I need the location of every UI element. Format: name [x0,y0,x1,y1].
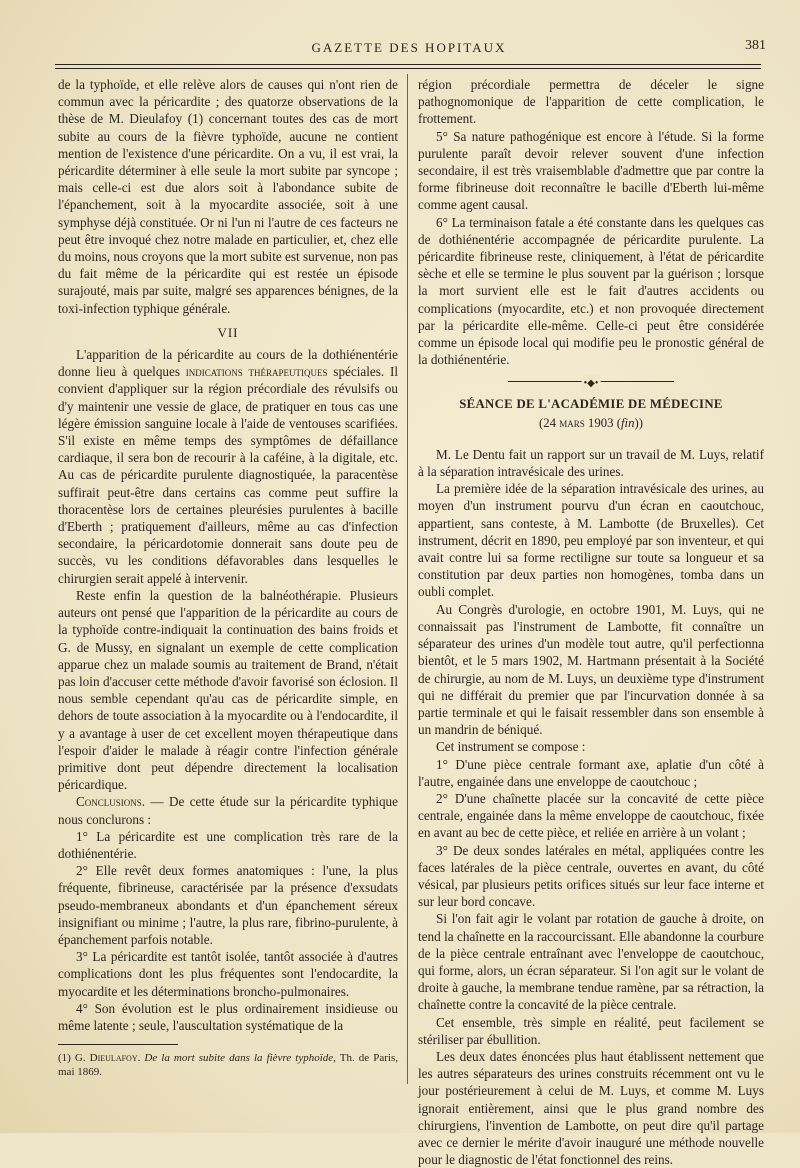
month: mars [559,415,585,430]
paragraph: Les deux dates énoncées plus haut établissent nettement que les autres séparateurs des urines construits récemment ont vu le jour postérieurement à celui de M. Luys, et comme M. Luys ignorait entièrement, ainsi que le plus grand nombre des chirurgiens, l'invention de Lambotte, on peut dire qu'il partage avec ce dernier le mérite d'avoir inauguré une méthode nouvelle pour le diagnostic de l'état fonctionnel des reins. [418,1048,764,1168]
separator-ornament: •◆• [582,375,601,392]
right-column [418,76,764,1168]
list-item: 3° De deux sondes latérales en métal, appliquées contre les faces latérales de la pièce centrale, ouvertes en avant, du côté vésical, par plusieurs petits orifices situés sur leur face interne et sur leur bord concave. [418,842,764,910]
small-caps-run: indications thérapeutiques [185,364,328,380]
text-run: L'apparition de la péricardite au cours de la dothiénentérie donne lieu à quelques [58,347,398,380]
conclusions-label: Conclusions. [76,794,146,810]
paragraph: Si l'on fait agir le volant par rotation de gauche à droite, on tend la chaînette en la raccourcissant. Elle abandonne la courbure de la pièce centrale entraînant avec l'enveloppe de caoutchouc, qui forme, alors, un écran séparateur. Si l'on agit sur le volant de droite à gauche, la membrane tendue ramène, par sa rétraction, la chaînette contre la concavité de la pièce centrale. [418,911,764,1013]
left-column [58,76,398,1079]
fin-label: fin [621,415,635,430]
paragraph: M. Le Dentu fait un rapport sur un travail de M. Luys, relatif à la séparation intravésicale des urines. [418,446,764,480]
conclusion-item: 3° La péricardite est tantôt isolée, tantôt associée à d'autres complications dont les plus fréquentes sont l'endocardite, la myocardite et les déterminations broncho-pulmonaires. [58,949,398,999]
paragraph: région précordiale permettra de déceler le signe pathognomonique de l'apparition de cette complication, le frottement. [418,77,764,127]
conclusion-item: 1° La péricardite est une complication très rare de la dothiénentérie. [58,828,398,861]
article-date [418,415,764,432]
text-run: spéciales. Il convient d'appliquer sur la région précordiale des révulsifs ou d'y maintenir une vessie de glace, de pratiquer en tous cas une légère émission sanguine locale à l'aide de ventouses scarifiées. S'il existe en même temps des symptômes de défaillance cardiaque, il sera bon de recourir à la caféine, à la digitale, etc. Au cas de péricardite purulente diagnostiquée, la paracentèse suffirait peut-être dans certains cas comme peut suffire la thoracentèse lors de certaines pleurésies purulentes à bacille d'Eberth ; pratiquement d'ailleurs, même au cas d'infection secondaire, la péricardotomie donnerait sans doute peu de succès, vu les conditions défavorables dans lesquelles le chirurgien serait appelé à intervenir. [58,364,399,586]
paragraph: La première idée de la séparation intravésicale des urines, au moyen d'un instrument pourvu d'un écran en caoutchouc, appartient, sans conteste, à M. Lambotte (de Bruxelles). Cet instrument, décrit en 1890, peu employé par son inventeur, et qui avait contre lui sa forme rectiligne sur toute sa longueur et sa constitution par deux parties non homogènes, tomba dans un oubli complet. [418,481,764,600]
conclusions-paragraph [58,793,398,827]
page-number: 381 [745,38,766,53]
text-run: )) [634,415,644,430]
footnote: (1) G. Dieulafoy. De la mort subite dans la fièvre typhoïde, Th. de Paris, mai 1869. [58,1052,398,1079]
work-title: De la mort subite dans la fièvre typhoïde [144,1052,334,1065]
text-run: 1903 ( [584,415,621,430]
conclusion-item: 6° La terminaison fatale a été constante dans les quelques cas de dothiénentérie accompagnée de péricardite purulente. La péricardite fibrineuse reste, cliniquement, à l'état de péricardite sèche et elle se termine le plus souvent par la guérison ; lorsque la mort survient elle est le fait d'autres accidents ou complications (myocardite, etc.) et non provoquée directement par la péricardite elle-même. Celle-ci peut être considérée comme un épisode local qui modifie peu le pronostic général de la dothiénentérie. [418,214,764,368]
paragraph: de la typhoïde, et elle relève alors de causes qui n'ont rien de commun avec la péricardite ; des quatorze observations de la thèse de M. Dieulafoy (1) concernant toutes des cas de mort subite au cours de la fièvre typhoïde, aucune ne contient mention de l'existence d'une péricardite. On a vu, il est vrai, la péricardite déterminer à elle seule la mort subite par syncope ; mais celle-ci est due alors soit à l'abondance subite de l'épanchement, soit à la myocardite associée, soit à une symphyse déjà constituée. Or ni l'un ni l'autre de ces facteurs ne peut être invoqué chez notre malade en particulier, et, chez elle du moins, nous croyons que la mort subite est survenue, non pas du fait même de la péricardite qui est restée un épisode surajouté, mais par suite, malgré ses apparences bénignes, de la toxi-infection typhique générale. [58,77,398,316]
article-separator [418,374,764,388]
paragraph: Reste enfin la question de la balnéothérapie. Plusieurs auteurs ont pensé que l'apparition de la péricardite au cours de la typhoïde contre-indiquait la continuation des bains froids et G. de Mussy, en signalant un exemple de cette complication apparue chez un malade soumis au traitement de Brand, n'était pas loin d'accuser cette méthode d'avoir favorisé son éclosion. Il nous semble cependant qu'au cas de péricardite simple, en dehors de toute association à la myocardite ou à l'endocardite, il y a avantage à user de cet excellent moyen thérapeutique dans l'espoir d'aider le malade à réagir contre l'infection générale primitive dont peut dépendre directement la localisation péricardique. [58,587,398,793]
header-rule-top [55,64,761,65]
journal-title: GAZETTE DES HOPITAUX [311,40,507,55]
paragraph [58,346,398,587]
conclusion-item: 2° Elle revêt deux formes anatomiques : l'une, la plus fréquente, fibrineuse, caractérisée par la présence d'exsudats pseudo-membraneux abondants et d'un épanchement séreux insignifiant ou minime ; l'autre, la plus rare, fibrino-purulente, à épanchement parfois notable. [58,863,398,947]
article-heading: SÉANCE DE L'ACADÉMIE DE MÉDECINE [459,397,723,412]
header-rule-bottom [55,68,761,69]
text-run: (1) G. [58,1052,90,1065]
paragraph: Au Congrès d'urologie, en octobre 1901, M. Luys, qui ne connaissait pas l'instrument de Lambotte, fit connaître un séparateur des urines d'un modèle tout autre, qu'il perfectionna bientôt, et le 5 mars 1902, M. Hartmann présentait à la Société de chirurgie, au nom de M. Luys, un deuxième type d'instrument qui ne différait du premier que par l'incurvation donnée à sa partie terminale et qui le faisait ressembler dans son ensemble à un mandrin de béniqué. [418,601,764,738]
text-run: , Th. de Paris, mai 1869. [58,1052,398,1079]
paragraph: Cet instrument se compose : [436,739,586,755]
footnote-rule [58,1044,178,1045]
conclusion-item: 4° Son évolution est le plus ordinairement insidieuse ou même latente ; seule, l'auscultation systématique de la [58,1000,398,1033]
list-item: 2° D'une chaînette placée sur la concavité de cette pièce centrale, engainée dans la même enveloppe de caoutchouc, fixée en avant au bec de cette pièce, et reliée en arrière à un volant ; [418,790,764,841]
text-run: — De cette étude sur la péricardite typhique nous conclurons : [58,794,398,827]
author-name: Dieulafoy [89,1052,138,1065]
column-divider [407,74,408,1084]
text-run: (24 [538,415,560,430]
list-item: 1° D'une pièce centrale formant axe, aplatie d'un côté à l'autre, engainée dans une enveloppe de caoutchouc ; [418,756,764,789]
page-header [58,38,766,62]
paragraph: Cet ensemble, très simple en réalité, peut facilement se stériliser par ébullition. [418,1014,764,1047]
section-number: VII [217,324,239,340]
conclusion-item: 5° Sa nature pathogénique est encore à l'étude. Si la forme purulente paraît devoir relever souvent d'une infection secondaire, il est très vraisemblable d'admettre que par contre la forme fibrineuse doit reconnaître le bacille d'Eberth lui-même comme agent causal. [418,128,764,213]
